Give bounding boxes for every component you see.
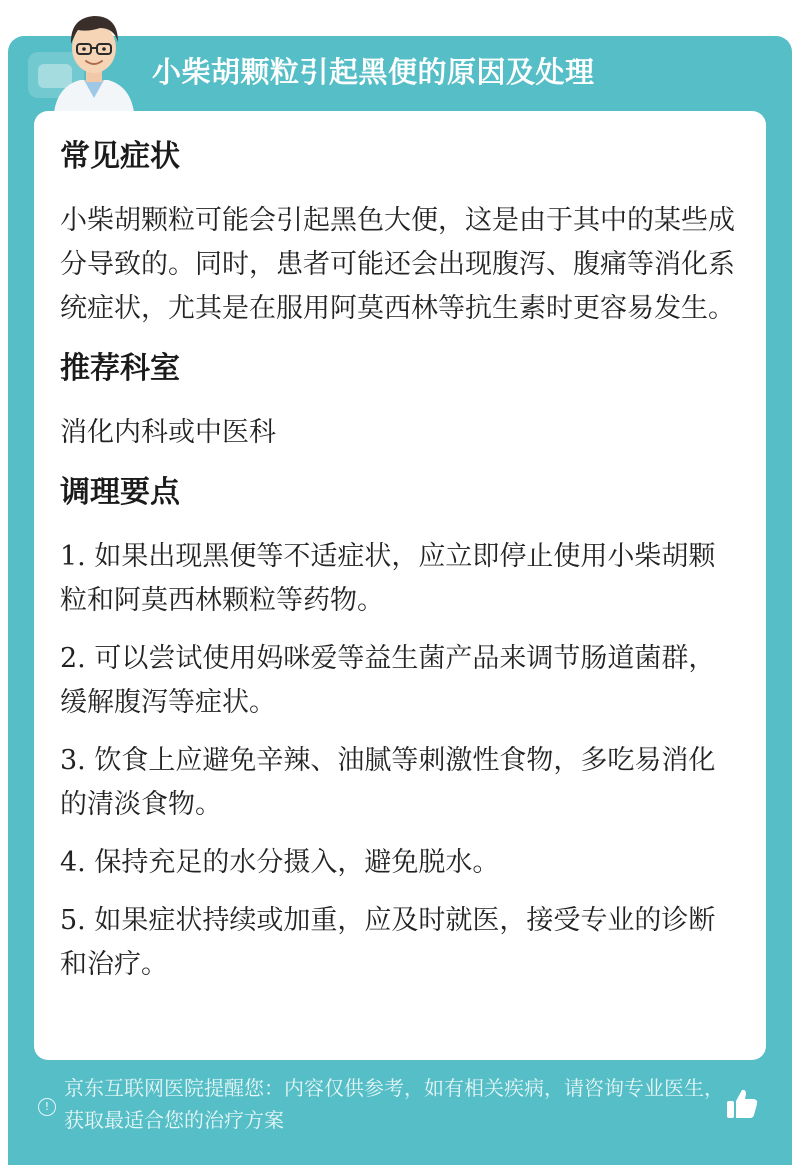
- list-item-text: 可以尝试使用妈咪爱等益生菌产品来调节肠道菌群，缓解腹泻等症状。: [60, 643, 716, 718]
- list-item-text: 保持充足的水分摄入，避免脱水。: [94, 847, 500, 878]
- section-body: 小柴胡颗粒可能会引起黑色大便，这是由于其中的某些成分导致的。同时，患者可能还会出现腹泻、腹痛等消化系统症状，尤其是在服用阿莫西林等抗生素时更容易发生。: [60, 205, 735, 324]
- section-title: 常见症状: [60, 139, 180, 174]
- list-item: [60, 841, 740, 885]
- section-body: 消化内科或中医科: [60, 417, 276, 448]
- disclaimer-text: 京东互联网医院提醒您：内容仅供参考，如有相关疾病，请咨询专业医生，获取最适合您的治疗方案: [64, 1076, 724, 1132]
- list-item-number: 3.: [60, 745, 86, 776]
- list-item-text: 如果症状持续或加重，应及时就医，接受专业的诊断和治疗。: [60, 905, 716, 980]
- doctor-avatar-icon: [44, 6, 144, 112]
- list-item-text: 如果出现黑便等不适症状，应立即停止使用小柴胡颗粒和阿莫西林颗粒等药物。: [60, 541, 716, 616]
- section-care-tips: [60, 473, 740, 987]
- thumbs-up-icon[interactable]: [724, 1086, 760, 1122]
- list-item-number: 2.: [60, 643, 86, 674]
- info-icon: !: [38, 1098, 56, 1116]
- list-item: [60, 637, 740, 725]
- list-item: [60, 739, 740, 827]
- list-item: [60, 535, 740, 623]
- list-item-number: 4.: [60, 847, 86, 878]
- list-item: [60, 899, 740, 987]
- content-card: [34, 111, 766, 1060]
- section-title: 调理要点: [60, 475, 180, 510]
- list-item-number: 5.: [60, 905, 86, 936]
- section-department: [60, 349, 740, 455]
- list-item-number: 1.: [60, 541, 86, 572]
- disclaimer-footer: [38, 1072, 728, 1136]
- section-title: 推荐科室: [60, 351, 180, 386]
- page-title: 小柴胡颗粒引起黑便的原因及处理: [152, 55, 595, 89]
- section-symptoms: [60, 137, 740, 331]
- list-item-text: 饮食上应避免辛辣、油腻等刺激性食物，多吃易消化的清淡食物。: [60, 745, 716, 820]
